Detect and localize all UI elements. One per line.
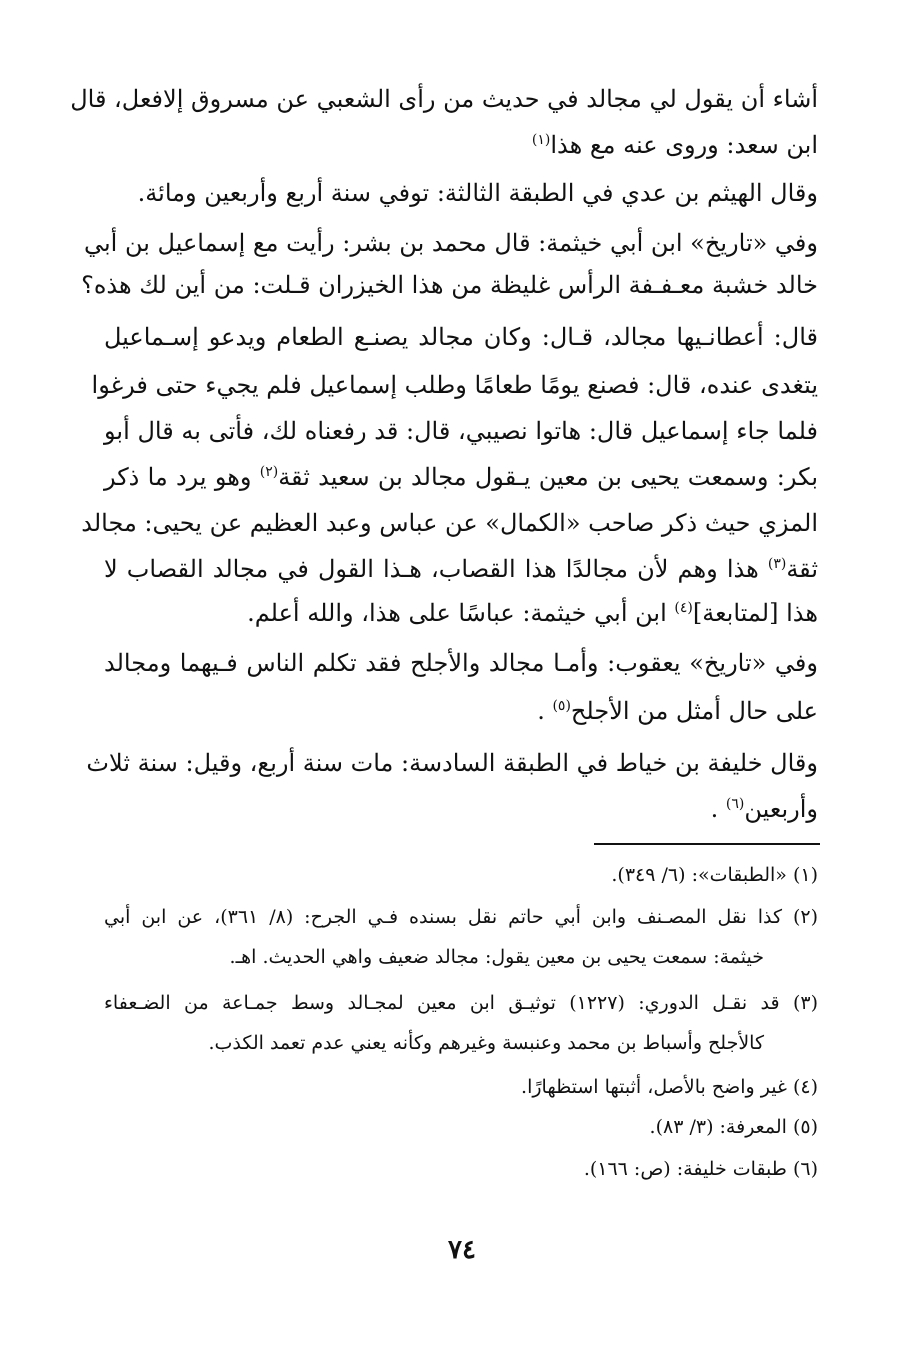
body-line: وقال خليفة بن خياط في الطبقة السادسة: مات سنة أربع، وقيل: سنة ثلاث: [86, 749, 818, 777]
body-line: المزي حيث ذكر صاحب «الكمال» عن عباس وعبد العظيم عن يحيى: مجالد: [81, 509, 818, 537]
footnote: (١) «الطبقات»: (٦/ ٣٤٩).: [611, 864, 818, 886]
footnote-marker: (١): [531, 132, 551, 148]
footnote-separator: [594, 843, 820, 845]
page-number: ٧٤: [448, 1235, 476, 1265]
footnote: (٣) قد نقـل الدوري: (١٢٢٧) توثيـق ابن معين لمجـالد وسط جمـاعة من الضـعفاء: [104, 992, 818, 1014]
footnote-continuation: كالأجلح وأسباط بن محمد وعنبسة وغيرهم وكأنه يعني عدم تعمد الكذب.: [208, 1032, 764, 1054]
footnote: (٦) طبقات خليفة: (ص: ١٦٦).: [583, 1158, 818, 1180]
body-line: قال: أعطانـيها مجالد، قـال: وكان مجالد يصنـع الطعام ويدعو إسـماعيل: [104, 323, 818, 351]
body-line: ابن سعد: وروى عنه مع هذا$^{(١)}$: [531, 131, 818, 159]
body-line: بكر: وسمعت يحيى بن معين يـقول مجالد بن سعيد ثقة$^{(٢)}$ وهو يرد ما ذكر: [104, 463, 819, 491]
body-line: ثقة$^{(٣)}$ هذا وهم لأن مجالدًا هذا القصاب، هـذا القول في مجالد القصاب لا: [104, 555, 818, 583]
body-line: وفي «تاريخ» يعقوب: وأمـا مجالد والأجلح فقد تكلم الناس فـيهما ومجالد: [104, 649, 818, 677]
footnote-marker: (٥): [552, 698, 571, 714]
body-line: وأربعين$^{(٦)}$ .: [710, 795, 818, 823]
body-line: أشاء أن يقول لي مجالد في حديث من رأى الشعبي عن مسروق إلافعل، قال: [70, 85, 818, 113]
footnote: (٥) المعرفة: (٣/ ٨٣).: [649, 1116, 818, 1138]
body-line: وفي «تاريخ» ابن أبي خيثمة: قال محمد بن بشر: رأيت مع إسماعيل بن أبي: [83, 229, 818, 257]
footnote-marker: (٦): [725, 796, 745, 812]
body-line: على حال أمثل من الأجلح$^{(٥)}$ .: [537, 697, 818, 725]
footnote-marker: (٤): [674, 600, 693, 616]
body-line: وقال الهيثم بن عدي في الطبقة الثالثة: توفي سنة أربع وأربعين ومائة.: [137, 179, 818, 207]
footnote-marker: (٢): [259, 464, 279, 480]
body-line: فلما جاء إسماعيل قال: هاتوا نصيبي، قال: قد رفعناه لك، فأتى به قال أبو: [104, 417, 818, 445]
body-line: هذا [لمتابعة]$^{(٤)}$ ابن أبي خيثمة: عباسًا على هذا، والله أعلم.: [247, 599, 818, 627]
body-line: يتغدى عنده، قال: فصنع يومًا طعامًا وطلب إسماعيل فلم يجيء حتى فرغوا: [91, 371, 818, 399]
footnote: (٢) كذا نقل المصـنف وابن أبي حاتم نقل بسنده فـي الجرح: (٨/ ٣٦١)، عن ابن أبي: [104, 906, 818, 928]
footnote: (٤) غير واضح بالأصل، أثبتها استظهارًا.: [521, 1076, 818, 1098]
footnote-continuation: خيثمة: سمعت يحيى بن معين يقول: مجالد ضعيف واهي الحديث. اهـ.: [229, 946, 764, 968]
body-line: خالد خشبة معـفـفة الرأس غليظة من هذا الخيزران قـلت: من أين لك هذه؟: [81, 271, 818, 299]
footnote-marker: (٣): [767, 556, 787, 572]
